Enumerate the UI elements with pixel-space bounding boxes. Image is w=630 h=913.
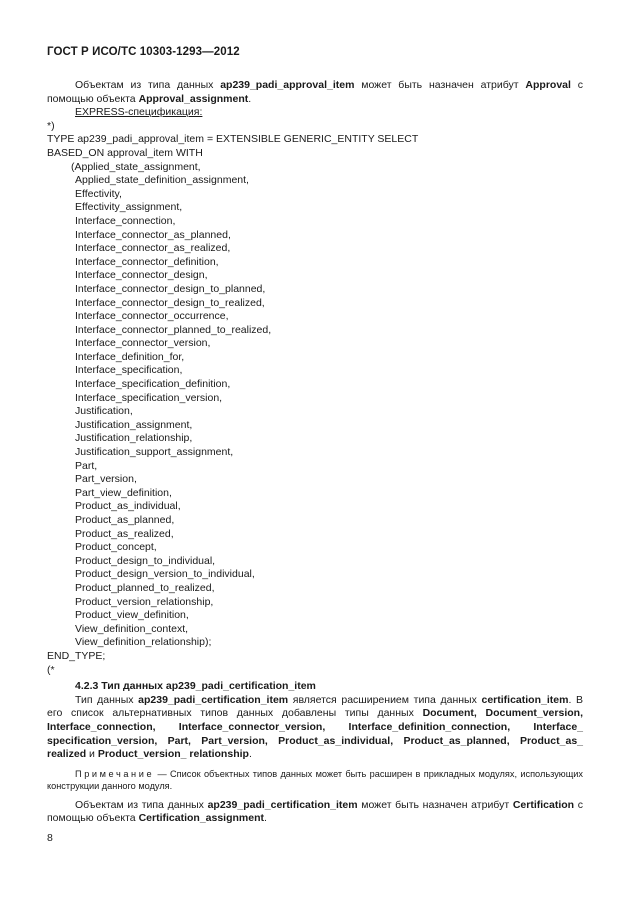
code-comment-end: *) [47,119,55,132]
code-select-item: Product_design_version_to_individual, [75,568,255,581]
code-select-item: Product_concept, [75,541,157,554]
code-select-item: Justification, [75,405,133,418]
code-select-item: Interface_connector_as_planned, [75,228,231,241]
text: Объектам из типа данных [75,79,221,91]
code-select-item: Interface_connector_design, [75,269,208,282]
text: Объектам из типа данных [75,798,208,811]
text: может быть назначен атрибут [357,798,513,811]
document-header: ГОСТ Р ИСО/ТС 10303-1293—2012 [47,46,240,58]
entity-name: Approval_assignment [138,92,249,105]
certification-assignment-paragraph [47,799,583,826]
text: . В его список альтернативных типов данных добавлены типы данных [47,693,583,720]
code-select-items [47,174,583,636]
code-select-item-last: View_definition_relationship); [75,636,212,649]
code-select-item-first: (Applied_state_assignment, [71,160,201,173]
note-paragraph [47,768,583,793]
express-spec-label: EXPRESS-спецификация: [75,106,203,119]
text: и [86,748,98,761]
type-name: ap239_padi_certification_item [207,798,358,811]
code-select-item: Product_view_definition, [75,609,189,622]
section-heading: 4.2.3 Тип данных ap239_padi_certification_item [75,680,316,693]
code-comment-start: (* [47,663,55,676]
text: с помощью объекта [47,79,583,105]
code-select-item: Product_as_planned, [75,514,175,526]
code-select-item: Interface_connector_occurrence, [75,310,229,323]
code-select-item: Part_view_definition, [75,486,172,499]
code-select-item: Effectivity_assignment, [75,201,183,214]
code-based-on: BASED_ON approval_item WITH [47,146,203,159]
code-select-item: Effectivity, [75,187,122,200]
code-select-item: Interface_connector_design_to_planned, [75,282,266,295]
code-select-item: Interface_specification_version, [75,391,223,404]
code-select-item: Product_as_individual, [75,500,181,513]
note-label: Примечание [75,768,155,779]
attribute-name: Approval [525,79,571,91]
code-select-item: Justification_support_assignment, [75,446,234,459]
text: является расширением типа данных [288,693,482,706]
code-select-item: Product_planned_to_realized, [75,581,215,594]
type-name: ap239_padi_approval_item [220,79,355,91]
code-select-item: Applied_state_definition_assignment, [75,174,249,187]
text: . [264,812,267,825]
text: с помощью объекта [47,798,583,825]
code-select-item: Interface_specification_definition, [75,378,231,391]
code-end-type: END_TYPE; [47,649,106,662]
code-select-item: Interface_connector_as_realized, [75,242,231,255]
attribute-name: Certification [512,798,575,811]
express-spec-label-line [47,106,583,120]
code-select-item: Product_as_realized, [75,527,174,540]
certification-description-paragraph [47,694,583,762]
approval-intro-paragraph [47,79,583,106]
text: Тип данных [75,693,139,706]
code-select-item: Interface_connector_definition, [75,255,219,268]
added-type-last: Product_version_ relationship [97,748,249,761]
code-select-item: Interface_connector_design_to_realized, [75,296,265,309]
code-select-item: Justification_relationship, [75,432,193,445]
type-name: ap239_padi_certification_item [138,693,289,706]
page-number: 8 [47,832,53,844]
entity-name: Certification_assignment [138,812,265,825]
text: может быть назначен атрибут [354,79,526,91]
text: . [248,748,252,761]
code-select-item: Interface_specification, [75,364,183,377]
code-select-item: View_definition_context, [75,622,189,635]
code-select-item: Interface_connector_version, [75,337,211,350]
code-select-item: Interface_definition_for, [75,350,185,363]
code-select-item: Interface_connection, [75,214,176,227]
text: . [248,92,252,105]
code-select-item: Product_version_relationship, [75,595,214,608]
note-text: — Список объектных типов данных может быть расширен в прикладных модулях, использующих конструкции данного модуля. [47,768,583,792]
code-select-item: Justification_assignment, [75,418,193,431]
added-types-list: Document, Document_version, Interface_connection, Interface_connector_version, Interface_definition_connection, Interface_ specification_version, Part, Part_version, Product_as_individual, Product_as_planned, Product_as_ realized [47,707,583,761]
page-body [47,79,583,826]
code-type-declaration: TYPE ap239_padi_approval_item = EXTENSIBLE GENERIC_ENTITY SELECT [47,133,419,146]
code-select-item: Part, [75,459,98,472]
base-type-name: certification_item [481,693,569,706]
express-code-block [47,120,583,677]
code-select-item: Interface_connector_planned_to_realized, [75,323,272,336]
code-select-item: Product_design_to_individual, [75,554,216,567]
code-select-item: Part_version, [75,473,137,486]
